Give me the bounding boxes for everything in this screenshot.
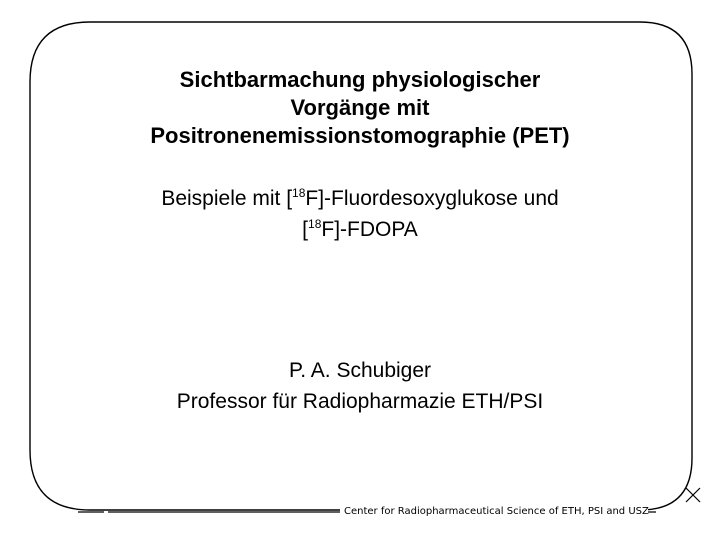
subtitle-line-1-prefix: Beispiele mit [ <box>161 187 293 210</box>
title-line-2: Vorgänge mit <box>290 95 430 120</box>
corner-mark-icon <box>686 488 700 502</box>
slide-title <box>60 66 660 150</box>
author-block <box>60 355 660 417</box>
subtitle-line-2-prefix: [ <box>302 218 309 241</box>
title-line-3: Positronenemissionstomographie (PET) <box>150 123 570 148</box>
subtitle-line-1-superscript: 18 <box>292 186 306 200</box>
subtitle-line-1 <box>60 183 660 214</box>
subtitle-line-1-suffix: F]-Fluordesoxyglukose und <box>305 187 559 210</box>
subtitle-line-2-superscript: 18 <box>308 217 322 231</box>
subtitle-line-2 <box>60 214 660 245</box>
author-name: P. A. Schubiger <box>288 359 432 382</box>
title-line-1: Sichtbarmachung physiologischer <box>179 67 541 92</box>
footer-text: Center for Radiopharmaceutical Science of ETH, PSI and USZ <box>340 505 648 519</box>
slide-subtitle <box>60 183 660 245</box>
subtitle-line-2-suffix: F]-FDOPA <box>321 218 418 241</box>
author-position: Professor für Radiopharmazie ETH/PSI <box>176 390 544 413</box>
